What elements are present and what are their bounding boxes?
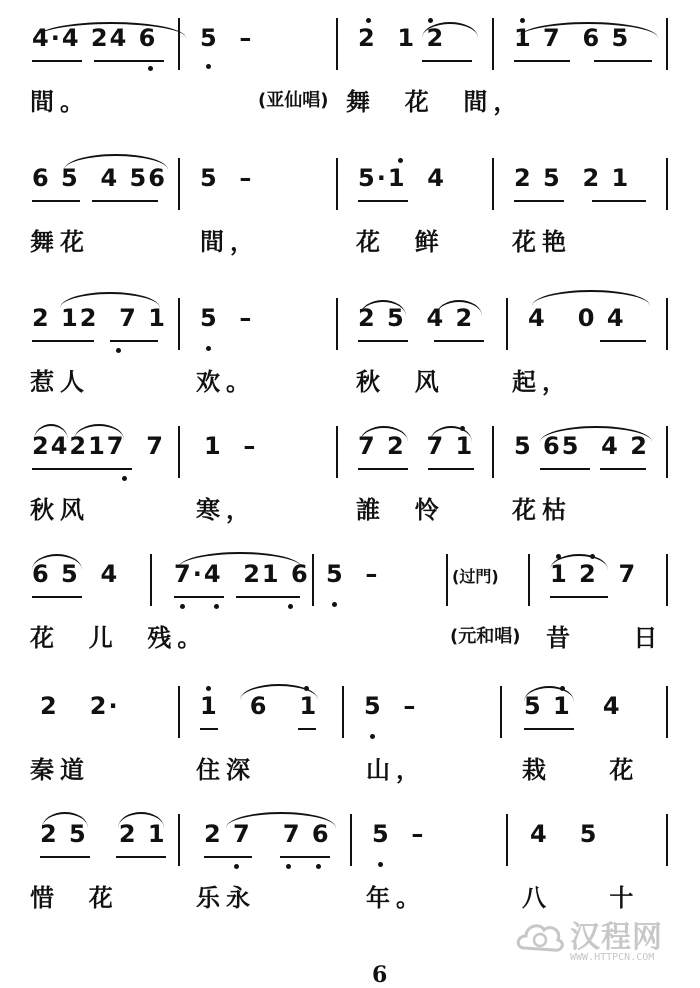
barline <box>492 426 494 478</box>
notes-row <box>0 678 700 738</box>
lyrics-row <box>0 878 700 912</box>
underline-mark <box>110 340 158 342</box>
underline-mark <box>200 728 218 730</box>
octave-dot <box>148 66 153 71</box>
measure: 5 1 4 <box>524 692 622 720</box>
barline <box>666 814 668 866</box>
underline-mark <box>422 60 472 62</box>
octave-dot <box>304 686 309 691</box>
measure: 7·4 21 6 <box>174 560 310 588</box>
underline-mark <box>298 728 316 730</box>
slur-mark <box>178 552 302 568</box>
singer-role-label: (亚仙唱) <box>258 90 329 111</box>
barline <box>500 686 502 738</box>
octave-dot <box>286 864 291 869</box>
score-system-4 <box>0 418 700 538</box>
octave-dot <box>116 348 121 353</box>
octave-dot <box>520 18 525 23</box>
slur-mark <box>226 812 336 828</box>
measure: 2 1 2 <box>358 24 446 52</box>
score-system-1 <box>0 10 700 130</box>
measure: 6 5 4 56 <box>32 164 167 192</box>
barline <box>178 686 180 738</box>
measure: 2 5 2 1 <box>40 820 167 848</box>
underline-mark <box>540 468 590 470</box>
lyric-text: 舞 花 間， <box>346 88 524 116</box>
measure: 5 – <box>364 692 418 720</box>
barline <box>666 554 668 606</box>
lyric-text: 間。 <box>30 88 90 116</box>
watermark-text: 汉程网 <box>570 920 663 955</box>
measure: 1 – <box>204 432 258 460</box>
measure: 2 5 2 1 <box>514 164 631 192</box>
underline-mark <box>32 340 94 342</box>
underline-mark <box>358 340 408 342</box>
octave-dot <box>288 604 293 609</box>
barline <box>492 18 494 70</box>
underline-mark <box>524 728 574 730</box>
measure: 4 0 4 <box>528 304 626 332</box>
lyric-text: 乐永 <box>196 884 256 912</box>
score-system-2 <box>0 150 700 270</box>
lyric-text: 栽 花 <box>522 756 640 784</box>
measure: 5 – <box>200 24 254 52</box>
barline <box>336 298 338 350</box>
slur-mark <box>524 686 574 702</box>
slur-mark <box>118 812 164 828</box>
measure: 2 2· <box>40 692 120 720</box>
measure: 5 – <box>372 820 426 848</box>
underline-mark <box>94 60 164 62</box>
barline <box>350 814 352 866</box>
octave-dot <box>590 554 595 559</box>
octave-dot <box>378 862 383 867</box>
underline-mark <box>434 340 484 342</box>
barline <box>666 686 668 738</box>
octave-dot <box>316 864 321 869</box>
underline-mark <box>514 200 564 202</box>
lyric-text: 惜 花 <box>30 884 119 912</box>
underline-mark <box>280 856 330 858</box>
barline <box>178 426 180 478</box>
barline <box>336 18 338 70</box>
measure: 5 – <box>326 560 380 588</box>
lyric-text: 欢。 <box>196 368 256 396</box>
barline <box>506 814 508 866</box>
lyric-text: 年。 <box>366 884 426 912</box>
underline-mark <box>204 856 252 858</box>
slur-mark <box>540 426 652 442</box>
underline-mark <box>174 596 224 598</box>
slur-mark <box>532 290 650 306</box>
measure: 1 7 6 5 <box>514 24 631 52</box>
barline <box>336 158 338 210</box>
lyric-text: 秋 风 <box>356 368 445 396</box>
instrumental-interlude-label: (过門) <box>452 567 499 586</box>
lyrics-row <box>0 618 700 652</box>
octave-dot <box>122 476 127 481</box>
underline-mark <box>514 60 570 62</box>
lyric-text: 花 鲜 <box>356 228 445 256</box>
lyric-text: 秋风 <box>30 496 90 524</box>
octave-dot <box>206 64 211 69</box>
lyric-text: 寒， <box>196 496 256 524</box>
lyrics-row <box>0 362 700 396</box>
lyric-text: 秦道 <box>30 756 90 784</box>
watermark-url: WWW.HTTPCN.COM <box>570 952 655 963</box>
underline-mark <box>358 468 408 470</box>
lyric-text: 惹人 <box>30 368 90 396</box>
slur-mark <box>360 300 406 316</box>
measure: 5·1 4 <box>358 164 446 192</box>
measure: 5 – <box>200 164 254 192</box>
notes-row <box>0 546 700 606</box>
score-system-5 <box>0 546 700 666</box>
lyric-text: 昔 日 <box>546 624 664 652</box>
barline <box>666 18 668 70</box>
singer-role-label: (元和唱) <box>450 626 521 647</box>
measure: 7 2 7 1 <box>358 432 475 460</box>
underline-mark <box>92 200 158 202</box>
lyrics-row <box>0 750 700 784</box>
measure: 5 65 4 2 <box>514 432 649 460</box>
measure: 4 5 <box>530 820 599 848</box>
octave-dot <box>556 554 561 559</box>
notes-row <box>0 418 700 478</box>
octave-dot <box>460 426 465 431</box>
barline <box>506 298 508 350</box>
underline-mark <box>600 468 646 470</box>
octave-dot <box>428 18 433 23</box>
score-system-7 <box>0 806 700 926</box>
notes-row <box>0 150 700 210</box>
lyrics-row <box>0 222 700 256</box>
barline <box>342 686 344 738</box>
barline <box>178 158 180 210</box>
barline <box>336 426 338 478</box>
barline <box>666 426 668 478</box>
underline-mark <box>32 596 82 598</box>
notes-row <box>0 806 700 866</box>
octave-dot <box>206 346 211 351</box>
barline <box>150 554 152 606</box>
slur-mark <box>430 426 472 442</box>
measure: 2 12 7 1 <box>32 304 167 332</box>
cloud-logo-icon <box>514 918 566 962</box>
slur-mark <box>74 424 124 440</box>
watermark <box>512 912 692 972</box>
lyric-text: 住深 <box>196 756 256 784</box>
slur-mark <box>436 300 482 316</box>
octave-dot <box>366 18 371 23</box>
underline-mark <box>32 468 132 470</box>
underline-mark <box>428 468 474 470</box>
page-number: 6 <box>372 962 388 988</box>
lyric-text: 花艳 <box>512 228 572 256</box>
measure: 24217 7 <box>32 432 165 460</box>
measure: 2 5 4 2 <box>358 304 475 332</box>
barline <box>666 298 668 350</box>
underline-mark <box>592 200 646 202</box>
octave-dot <box>560 686 565 691</box>
measure: 5 – <box>200 304 254 332</box>
barline <box>528 554 530 606</box>
lyrics-row <box>0 490 700 524</box>
barline <box>178 18 180 70</box>
underline-mark <box>40 856 90 858</box>
underline-mark <box>600 340 646 342</box>
lyric-text: 起， <box>512 368 572 396</box>
slur-mark <box>42 812 88 828</box>
slur-mark <box>360 426 408 442</box>
lyric-text: 八 十 <box>522 884 640 912</box>
octave-dot <box>234 864 239 869</box>
underline-mark <box>358 200 408 202</box>
underline-mark <box>116 856 166 858</box>
octave-dot <box>206 686 211 691</box>
notes-row <box>0 290 700 350</box>
score-system-6 <box>0 678 700 798</box>
lyric-text: 花枯 <box>512 496 572 524</box>
measure: 1 2 7 <box>550 560 638 588</box>
slur-mark <box>64 154 168 170</box>
lyric-text: 間， <box>200 228 260 256</box>
underline-mark <box>32 200 80 202</box>
octave-dot <box>370 734 375 739</box>
lyrics-row <box>0 82 700 116</box>
underline-mark <box>594 60 652 62</box>
slur-mark <box>60 292 160 308</box>
octave-dot <box>214 604 219 609</box>
octave-dot <box>332 602 337 607</box>
lyric-text: 舞花 <box>30 228 90 256</box>
underline-mark <box>550 596 608 598</box>
underline-mark <box>32 60 82 62</box>
slur-mark <box>32 554 82 570</box>
notes-row <box>0 10 700 70</box>
barline <box>492 158 494 210</box>
barline <box>312 554 314 606</box>
measure: 1 6 1 <box>200 692 319 720</box>
slur-mark <box>34 424 68 440</box>
barline <box>178 298 180 350</box>
score-system-3 <box>0 290 700 410</box>
octave-dot <box>398 158 403 163</box>
lyric-text: 山， <box>366 756 426 784</box>
underline-mark <box>236 596 300 598</box>
measure: 4·4 24 6 <box>32 24 158 52</box>
measure: 6 5 4 <box>32 560 120 588</box>
lyric-text: 花 儿 残。 <box>30 624 208 652</box>
lyric-text: 誰 怜 <box>356 496 445 524</box>
octave-dot <box>180 604 185 609</box>
measure: 2 7 7 6 <box>204 820 331 848</box>
barline <box>666 158 668 210</box>
barline <box>178 814 180 866</box>
barline <box>446 554 448 606</box>
